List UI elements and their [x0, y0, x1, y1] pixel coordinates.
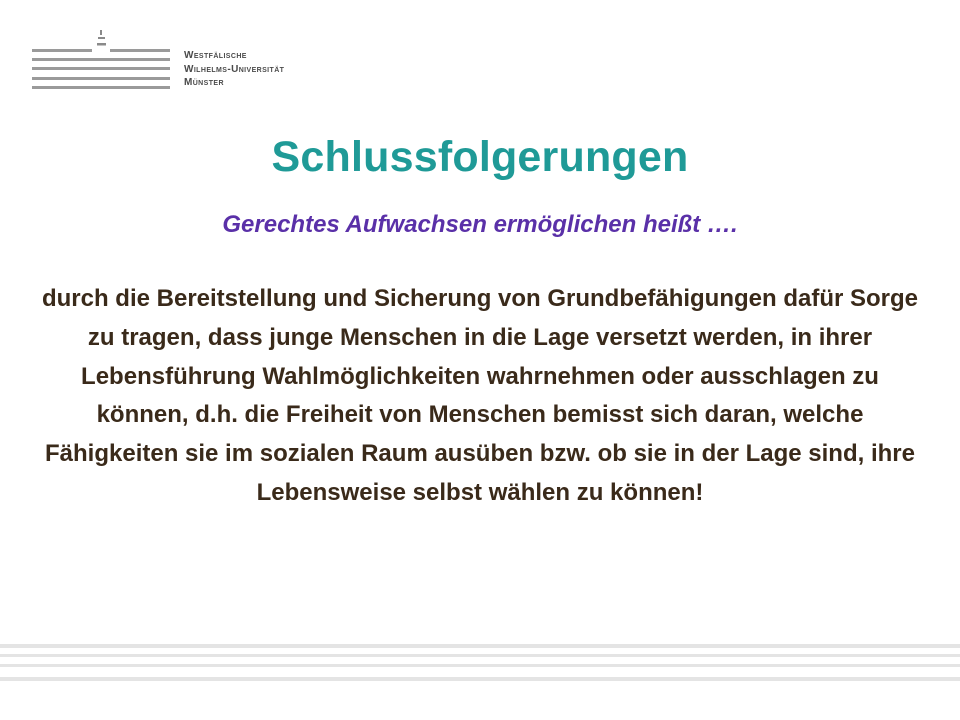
university-logo	[32, 28, 332, 92]
university-name-line3: Münster	[184, 77, 224, 88]
slide-title: Schlussfolgerungen	[271, 133, 689, 181]
university-name	[184, 49, 284, 90]
university-logo-mark-icon	[32, 28, 182, 92]
slide-body-text: durch die Bereitstellung und Sicherung von Grundbefähigungen dafür Sorge zu tragen, dass junge Menschen in die Lage versetzt werden, in ihrer Lebensführung Wahlmöglichkeiten wahrnehmen oder ausschlagen zu können, d.h. die Freiheit von Menschen bemisst sich daran, welche Fähigkeiten sie im sozialen Raum ausüben bzw. ob sie in der Lage sind, ihre Lebensweise selbst wählen zu können!	[41, 285, 919, 506]
slide-subtitle: Gerechtes Aufwachsen ermöglichen heißt ….	[222, 211, 738, 238]
university-name-line1: Westfälische	[184, 50, 247, 61]
footer-decorative-lines	[0, 644, 960, 688]
university-name-line2: Wilhelms-Universität	[184, 63, 285, 75]
